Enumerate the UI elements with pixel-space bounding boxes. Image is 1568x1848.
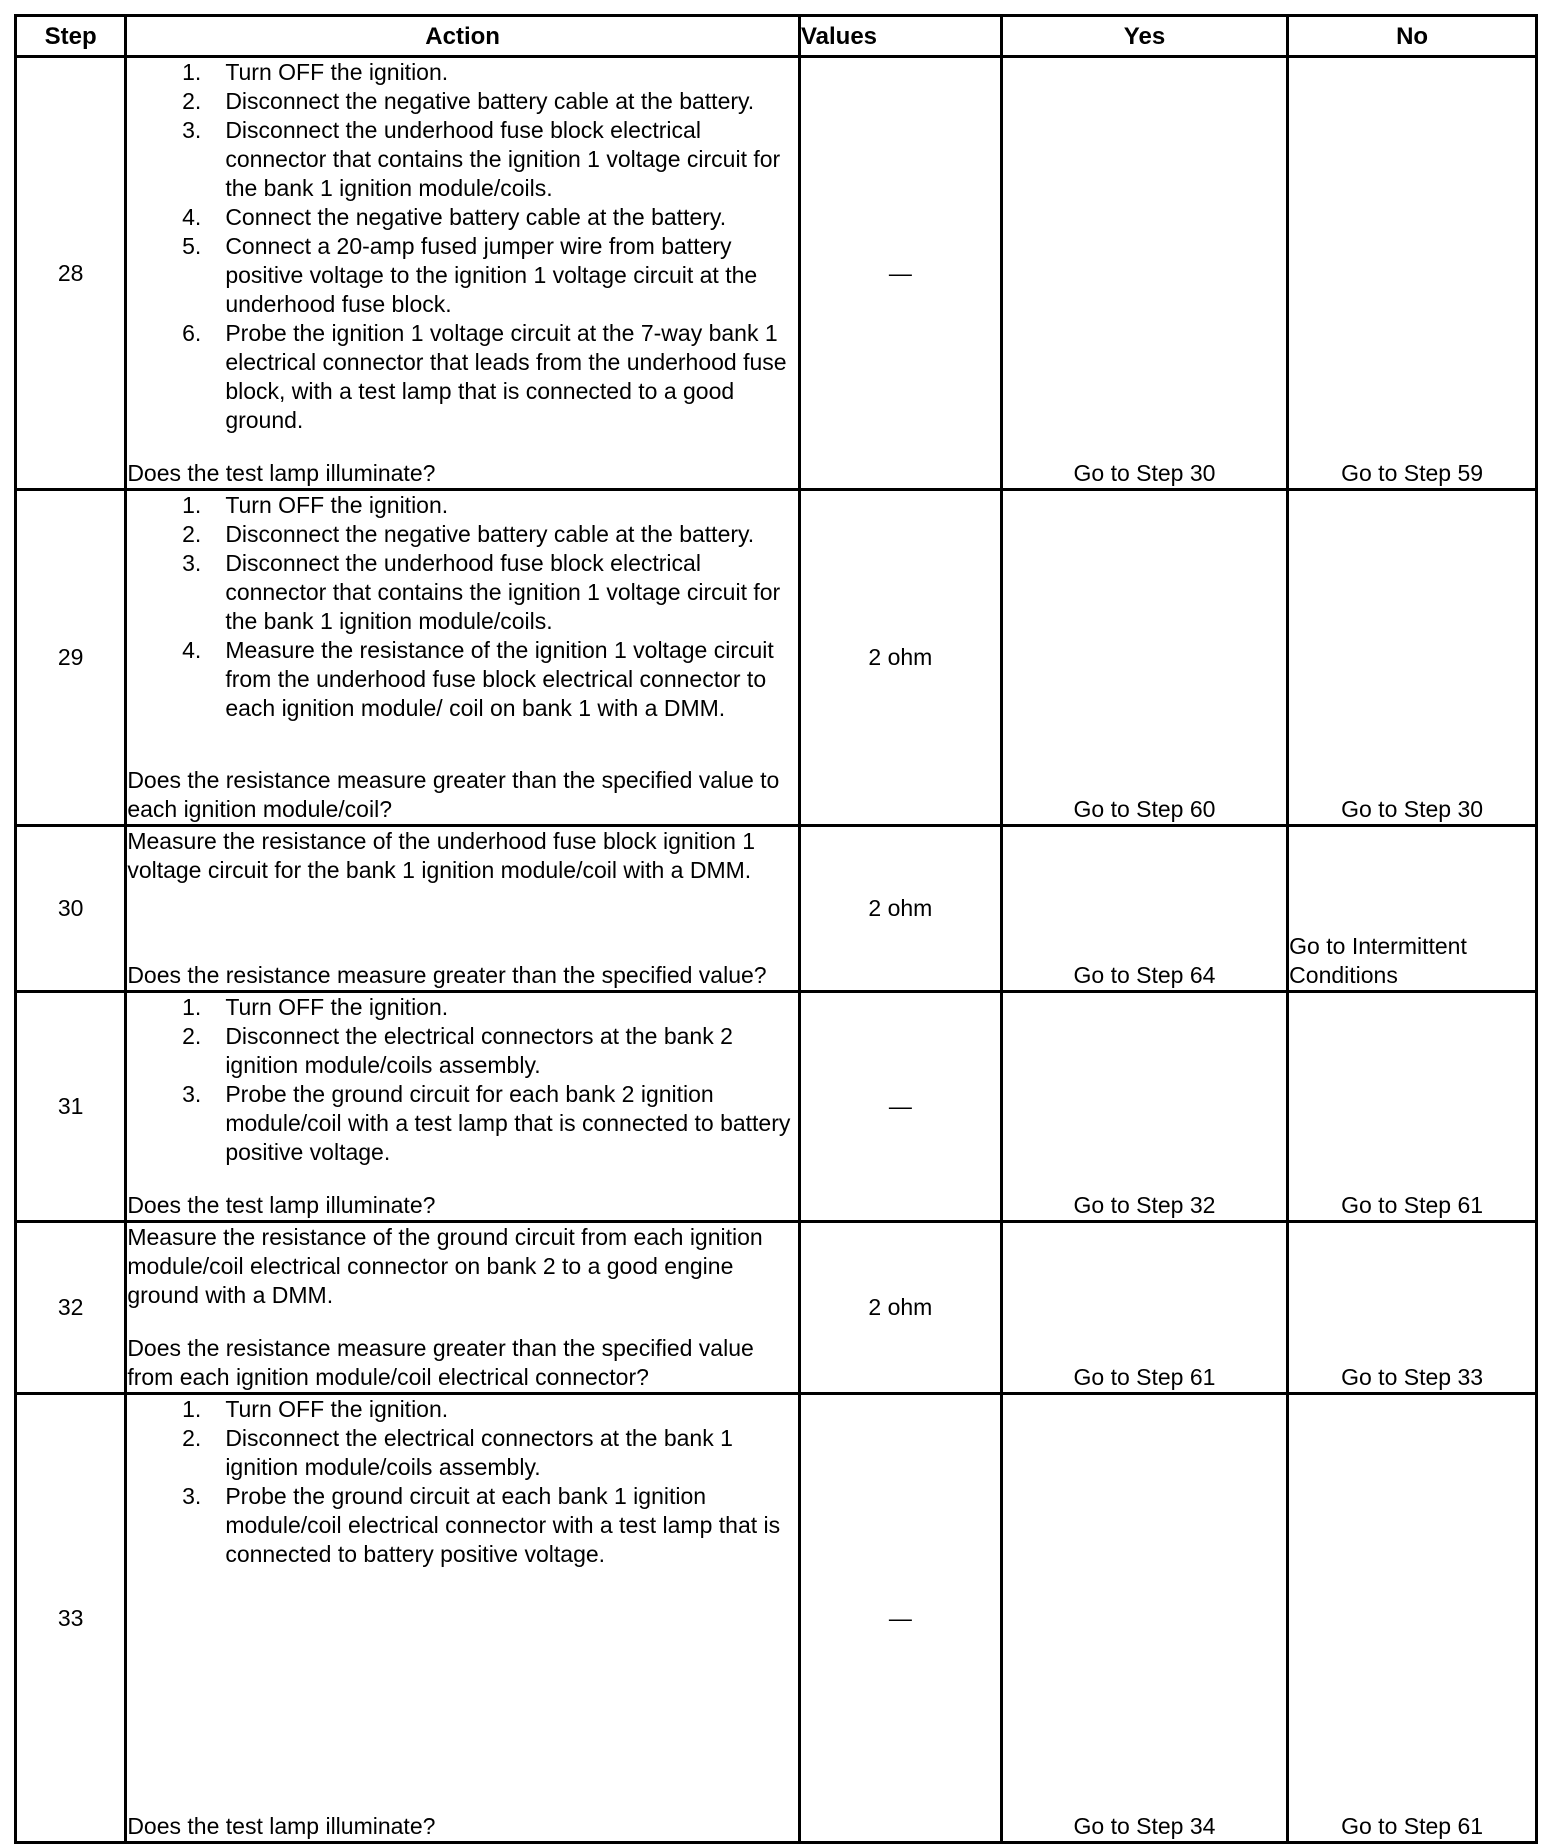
header-row [16,16,1537,57]
step-number: 32 [16,1222,126,1394]
header-action: Action [126,16,800,57]
table-row [16,826,1537,992]
action-steps [127,491,798,723]
yes-link[interactable]: Go to Step 60 [1001,490,1287,826]
action-cell [126,490,800,826]
list-item: 1. Turn OFF the ignition. [182,59,449,85]
list-item: 2. Disconnect the negative battery cable at the battery. [182,521,755,547]
table-row [16,490,1537,826]
question: Does the test lamp illuminate? [127,1813,436,1839]
step-number: 33 [16,1394,126,1843]
question: Does the resistance measure greater than the specified value to each ignition module/coil? [127,767,780,822]
yes-link[interactable]: Go to Step 30 [1001,57,1287,490]
list-item: 2. Disconnect the electrical connectors at the bank 1 ignition module/coils assembly. [182,1425,733,1480]
no-link[interactable]: Go to Step 61 [1288,1394,1537,1843]
action-cell [126,57,800,490]
list-item: 3. Probe the ground circuit for each bank 2 ignition module/coil with a test lamp that is connected to battery positive voltage. [182,1081,791,1165]
list-item: 2. Disconnect the electrical connectors at the bank 2 ignition module/coils assembly. [182,1023,733,1078]
action-steps [127,58,798,435]
action-cell [126,1394,800,1843]
value-cell: — [799,57,1001,490]
header-values: Values [799,16,1001,57]
header-yes: Yes [1001,16,1287,57]
step-number: 29 [16,490,126,826]
value-cell: — [799,992,1001,1222]
action-cell [126,1222,800,1394]
yes-link[interactable]: Go to Step 32 [1001,992,1287,1222]
question: Does the test lamp illuminate? [127,460,436,486]
value-cell: 2 ohm [799,1222,1001,1394]
action-steps [127,1395,798,1569]
table-row [16,1222,1537,1394]
no-link[interactable]: Go to Step 33 [1288,1222,1537,1394]
list-item: 3. Disconnect the underhood fuse block electrical connector that contains the ignition 1 voltage circuit for the bank 1 ignition module/coils. [182,550,781,634]
step-number: 30 [16,826,126,992]
table-row [16,57,1537,490]
action-text: Measure the resistance of the ground circuit from each ignition module/coil electrical connector on bank 2 to a good engine ground with a DMM. [127,1224,763,1308]
list-item: 3. Disconnect the underhood fuse block electrical connector that contains the ignition 1 voltage circuit for the bank 1 ignition module/coils. [182,117,781,201]
action-text: Measure the resistance of the underhood fuse block ignition 1 voltage circuit for the bank 1 ignition module/coil with a DMM. [127,828,756,883]
yes-link[interactable]: Go to Step 34 [1001,1394,1287,1843]
table-row [16,1394,1537,1843]
header-step: Step [16,16,126,57]
list-item: 4. Measure the resistance of the ignition 1 voltage circuit from the underhood fuse block electrical connector to each ignition module/ coil on bank 1 with a DMM. [182,637,774,721]
list-item: 1. Turn OFF the ignition. [182,994,449,1020]
value-cell: 2 ohm [799,490,1001,826]
yes-link[interactable]: Go to Step 64 [1001,826,1287,992]
value-cell: 2 ohm [799,826,1001,992]
action-cell [126,826,800,992]
list-item: 3. Probe the ground circuit at each bank 1 ignition module/coil electrical connector with a test lamp that is connected to battery positive voltage. [182,1483,781,1567]
action-cell [126,992,800,1222]
list-item: 1. Turn OFF the ignition. [182,1396,449,1422]
no-link[interactable]: Go to Intermittent Conditions [1288,826,1537,992]
diagnostic-table [14,14,1538,1844]
question: Does the resistance measure greater than the specified value? [127,962,767,988]
question: Does the test lamp illuminate? [127,1192,436,1218]
table-row [16,992,1537,1222]
list-item: 5. Connect a 20-amp fused jumper wire from battery positive voltage to the ignition 1 voltage circuit at the underhood fuse block. [182,233,758,317]
action-steps [127,993,798,1167]
list-item: 6. Probe the ignition 1 voltage circuit at the 7-way bank 1 electrical connector that leads from the underhood fuse block, with a test lamp that is connected to a good ground. [182,320,787,433]
step-number: 28 [16,57,126,490]
yes-link[interactable]: Go to Step 61 [1001,1222,1287,1394]
list-item: 4. Connect the negative battery cable at the battery. [182,204,727,230]
step-number: 31 [16,992,126,1222]
no-link[interactable]: Go to Step 61 [1288,992,1537,1222]
value-cell: — [799,1394,1001,1843]
no-link[interactable]: Go to Step 59 [1288,57,1537,490]
list-item: 1. Turn OFF the ignition. [182,492,449,518]
no-link[interactable]: Go to Step 30 [1288,490,1537,826]
question: Does the resistance measure greater than the specified value from each ignition module/coil electrical connector? [127,1335,754,1390]
header-no: No [1288,16,1537,57]
list-item: 2. Disconnect the negative battery cable at the battery. [182,88,755,114]
